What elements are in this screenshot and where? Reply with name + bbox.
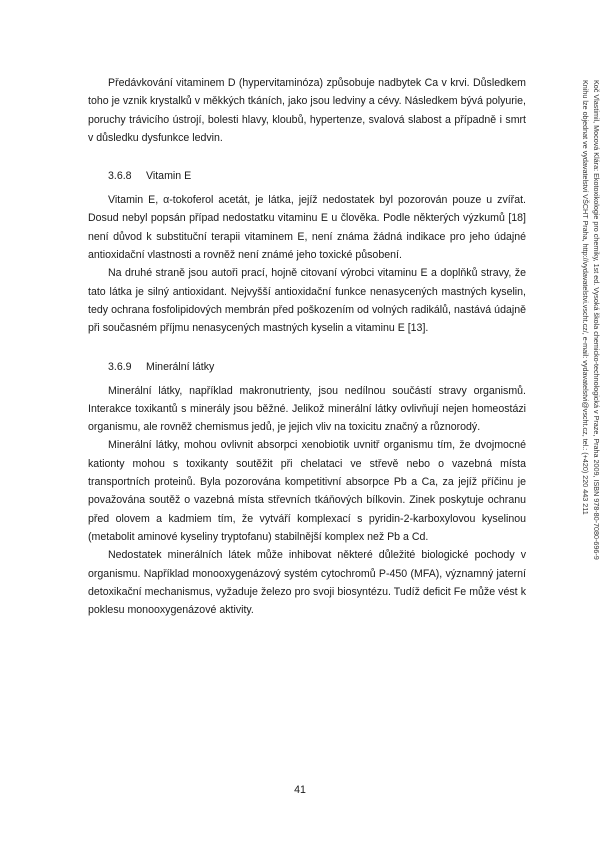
paragraph: Minerální látky, mohou ovlivnit absorpci xenobiotik uvnitř organismu tím, že dvojmocné kationty mohou s toxikanty soutěžit při chelataci ve střevě nebo o vazebná místa transportních proteinů. Byla pozorována kompetitivní absorpce Pb a Ca, za jejíž příčinu je považována soutěž o vazebná místa střevních tkáňových bílkovin. Zinek poskytuje ochranu před olovem a kadmiem tím, že vytváří komplexací s pyridin-2-karboxylovou kyselinou (metabolit aminové kyseliny tryptofanu) stabilnější komplex než Pb a Cd. [88, 439, 526, 543]
paragraph: Nedostatek minerálních látek může inhibovat některé důležité biologické pochody v organismu. Například monooxygenázový systém cytochromů P-450 (MFA), významný jaterní detoxikační mechanismus, vyžaduje železo pro svoji biosyntézu. Tudíž deficit Fe může vést k poklesu monooxygenázové aktivity. [88, 549, 526, 617]
paragraph: Na druhé straně jsou autoři prací, hojně citovaní výrobci vitaminu E a doplňků stravy, že tato látka je silný antioxidant. Nejvyšší antioxidační funkce nenasycených mastných kyselin, tedy ochrana fosfolipidových membrán před poškozením od volných radikálů, nastává údajně při současném příjmu nenasycených mastných kyselin a vitaminu E [13]. [88, 267, 526, 335]
section-title: Vitamin E [146, 170, 192, 183]
side-copyright-note [558, 80, 602, 640]
paragraph: Vitamin E, α-tokoferol acetát, je látka, jejíž nedostatek byl pozorován pouze u zvířat. Dosud nebyl popsán případ nedostatku vitaminu E u člověka. Podle některých výzkumů [18] není důvod k substituční terapii vitaminem E, není známa žádná indikace pro jeho údajné antioxidační vlastnosti a rovněž není známé jeho toxické působení. [88, 194, 526, 262]
page-body [88, 74, 526, 619]
section-heading-mineralni-latky [88, 358, 526, 376]
section-title: Minerální látky [146, 360, 215, 373]
section-number: 3.6.9 [108, 360, 132, 373]
paragraph-intro: Předávkování vitaminem D (hypervitaminóza) způsobuje nadbytek Ca v krvi. Důsledkem toho je vznik krystalků v měkkých tkáních, jako jsou ledviny a cévy. Následkem bývá polyurie, poruchy trávicího ústrojí, bolesti hlavy, kloubů, hypertenze, svalová slabost a případně i smrt v důsledku dysfunkce ledvin. [88, 77, 526, 144]
side-note-citation: Koč Vlastimil, Mocová Klára: Ekotoxikologie pro chemiky, 1st ed. Vysoká škola chemicko-technologická v Praze, Praha 2009, ISBN 978-80-7080-696-9 [592, 80, 601, 560]
paragraph: Minerální látky, například makronutrienty, jsou nedílnou součástí stravy organismů. Interakce toxikantů s minerály jsou běžné. Jelikož minerální látky ovlivňují nejen homeostázi organismu, ale rovněž chemismus jedů, je jejich vliv na toxicitu značný a různorodý. [88, 384, 526, 434]
side-note-order-info: Knihu lze objednat ve vydavatelství VŠCHT Praha, http://vydavatelstvi.vscht.cz/, e-mail: vydavatelstvi@vscht.cz, tel.: (+420) 220 443 211 [581, 80, 590, 515]
section-number: 3.6.8 [108, 170, 132, 183]
page-number: 41 [294, 784, 306, 796]
section-heading-vitamin-e [88, 167, 526, 185]
